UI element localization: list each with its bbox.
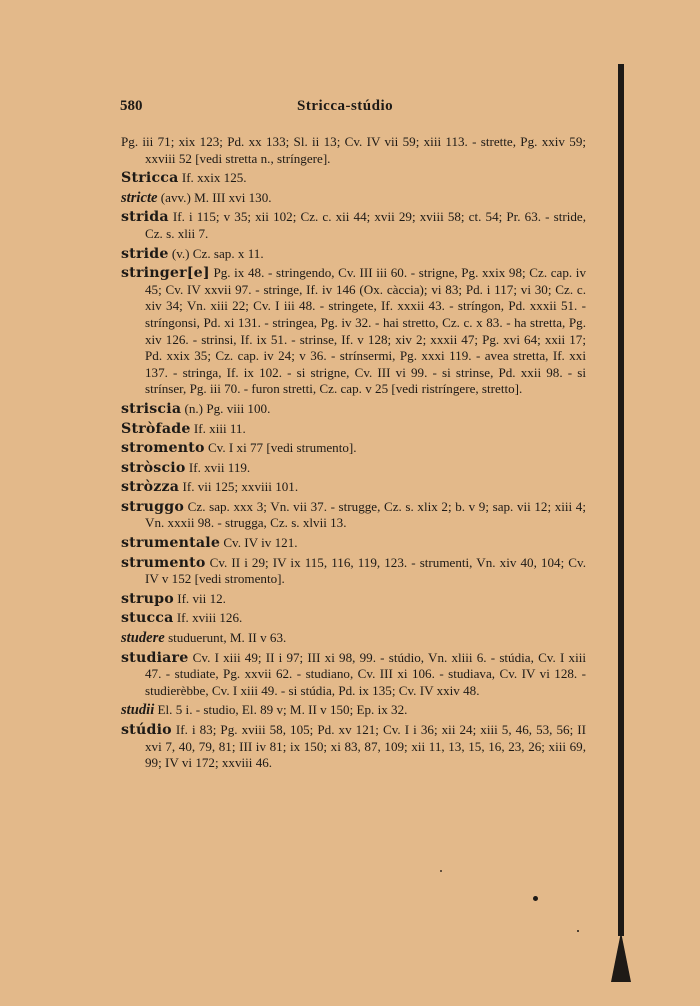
headword: stròzza: [121, 479, 180, 496]
entry: [121, 246, 586, 263]
headword: striscia: [121, 400, 182, 417]
entry: [121, 610, 586, 627]
headword: studere: [121, 630, 165, 647]
entry-text: studuerunt, M. II v 63.: [168, 630, 287, 646]
page-number: 580: [120, 98, 143, 114]
ink-dot-small: [577, 930, 579, 932]
headword: stucca: [121, 610, 174, 627]
ink-speck: [440, 870, 442, 872]
entry: [121, 209, 586, 242]
entry: [121, 170, 586, 187]
entry-text: If. xvii 119.: [188, 459, 251, 475]
entry-text: If. xiii 11.: [193, 420, 246, 436]
entry: [121, 555, 586, 588]
headword: stròscio: [121, 459, 186, 476]
headword: Stròfade: [121, 420, 191, 437]
entry-text: If. xxix 125.: [181, 170, 247, 186]
entry-text: Pg. iii 71; xix 123; Pd. xx 133; Sl. ii 13; Cv. IV vii 59; xiii 113. - strette, Pg. xxiv 59; xxviii 52 [vedi stretta n., stríngere].: [121, 134, 586, 166]
entry: [121, 702, 586, 719]
entry-text: If. vii 12.: [177, 590, 226, 606]
entry-text: (n.) Pg. viii 100.: [184, 400, 271, 416]
headword: studii: [121, 702, 155, 719]
entry: [121, 650, 586, 700]
entry: [121, 722, 586, 772]
entry: [121, 460, 586, 477]
entry-text: Cv. I xi 77 [vedi strumento].: [207, 440, 357, 456]
entry: [121, 440, 586, 457]
rule-bar: [618, 64, 624, 936]
entry-text: (avv.) M. III xvi 130.: [160, 189, 272, 205]
headword: Stricca: [121, 170, 179, 187]
headword: strida: [121, 209, 169, 226]
entry: [121, 265, 586, 398]
headword: strupo: [121, 590, 174, 607]
entry: [121, 591, 586, 608]
entry-text: El. 5 i. - studio, El. 89 v; M. II v 150; Ep. ix 32.: [157, 702, 408, 718]
headword: studiare: [121, 649, 189, 666]
entry-text: Cz. sap. xxx 3; Vn. vii 37. - strugge, Cz. s. xlix 2; b. v 9; sap. vii 12; xiii 4; Vn. xxxii 98. - strugga, Cz. s. xlvii 13.: [145, 498, 586, 531]
entry-text: Cv. IV iv 121.: [223, 535, 298, 551]
headword: stromento: [121, 440, 205, 457]
entry-text: Cv. I xiii 49; II i 97; III xi 98, 99. - stúdio, Vn. xliii 6. - stúdia, Cv. I xiii 47. - studiate, Pg. xxvii 62. - studiano, Cv. III xi 106. - studiava, Cv. IV vi 128. - studierèbbe, Cv. I xiii 49. - si stúdia, Pd. ix 135; Cv. IV xxiv 48.: [145, 649, 586, 698]
entry-text: Cv. II i 29; IV ix 115, 116, 119, 123. - strumenti, Vn. xiv 40, 104; Cv. IV v 152 [vedi stromento].: [145, 554, 586, 587]
entry: [121, 535, 586, 552]
headword: stúdio: [121, 722, 172, 738]
entry: [121, 499, 586, 532]
headword: strumentale: [121, 535, 221, 552]
entry-continuation: [121, 134, 586, 167]
headword: stringer[e]: [121, 265, 210, 282]
entry-text: If. vii 125; xxviii 101.: [182, 479, 299, 495]
entry: [121, 401, 586, 418]
headword: struggo: [121, 498, 185, 515]
entry-text: If. i 83; Pg. xviii 58, 105; Pd. xv 121; Cv. I i 36; xii 24; xiii 5, 46, 53, 56; II xvi 7, 40, 79, 81; III iv 81; ix 150; xi 83, 87, 109; xii 11, 13, 15, 16, 23, 26; xiii 69, 99; IV vi 172; xxviii 46.: [145, 722, 586, 771]
entry: [121, 190, 586, 207]
entry: [121, 479, 586, 496]
headword: stricte: [121, 189, 158, 206]
entry-text: If. xviii 126.: [176, 610, 243, 626]
entry-text: (v.) Cz. sap. x 11.: [171, 245, 264, 261]
entry: [121, 421, 586, 438]
headword: strumento: [121, 554, 206, 571]
entry: [121, 630, 586, 647]
rule-foot: [611, 932, 631, 982]
ink-dot: [533, 896, 538, 901]
entry-text: If. i 115; v 35; xii 102; Cz. c. xii 44; xvii 29; xviii 58; ct. 54; Pr. 63. - stride, Cz. s. xlii 7.: [145, 209, 586, 241]
entries-column: [121, 134, 586, 775]
running-head: Stricca-stúdio: [297, 98, 394, 114]
headword: stride: [121, 245, 169, 262]
entry-text: Pg. ix 48. - stringendo, Cv. III iii 60. - strigne, Pg. xxix 98; Cz. cap. iv 45; Cv. IV xxvii 97. - stringe, If. iv 146 (Ox. càccia); vi 83; Pd. i 117; vi 30; Cz. c. xiv 34; Vn. xiii 22; Cv. I iii 48. - stringete, If. xxxii 43. - stríngon, Pd. xxxii 51. - stríngonsi, Pd. xi 131. - stringea, Pg. iv 32. - hai stretto, Cz. c. x 83. - ha stretta, Pg. xiv 126. - strinsi, If. ix 51. - strinse, If. v 128; xiv 2; xxxii 47; Pg. xvi 64; xxii 17; Pd. xxix 35; Cz. cap. iv 24; v 36. - strínsermi, Pg. xxxi 119. - avea stretta, If. xxi 137. - stringa, If. ix 102. - si strigne, Cv. III vi 99. - si strinse, Pd. xxii 98. - si strínser, Pg. iii 70. - furon stretti, Cz. cap. v 25 [vedi ristríngere, stretto].: [145, 265, 586, 397]
